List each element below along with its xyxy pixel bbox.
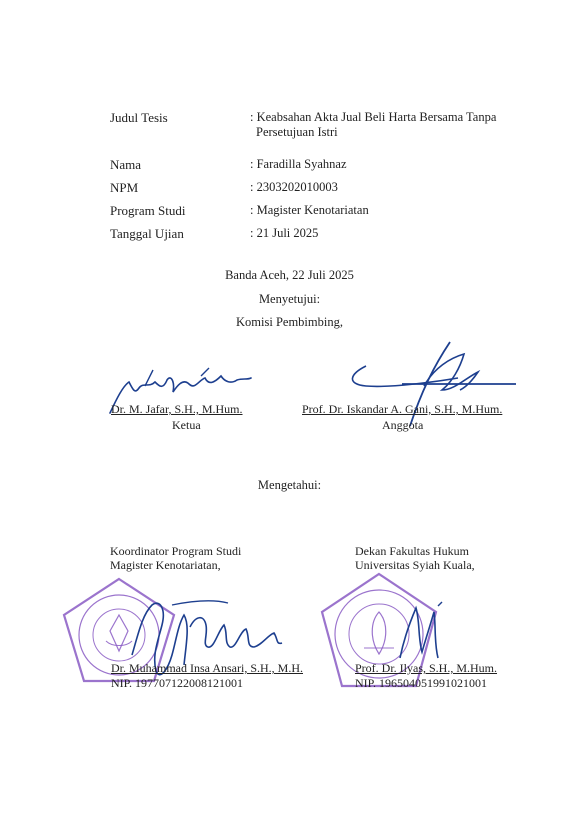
place-date: Banda Aceh, 22 Juli 2025 <box>225 268 354 282</box>
coordinator-title-line1: Koordinator Program Studi <box>110 544 242 558</box>
chair-role: Ketua <box>172 418 201 432</box>
name-label: Nama <box>110 157 142 172</box>
dean-name: Prof. Dr. Ilyas, S.H., M.Hum. <box>355 661 498 675</box>
program-value: : Magister Kenotariatan <box>250 203 369 217</box>
npm-value: : 2303202010003 <box>250 180 338 194</box>
exam-date-value: : 21 Juli 2025 <box>250 226 319 240</box>
committee-label: Komisi Pembimbing, <box>236 315 343 329</box>
thesis-title-value: : Keabsahan Akta Jual Beli Harta Bersama Tanpa <box>250 110 497 124</box>
coordinator-name: Dr. Muhammad Insa Ansari, S.H., M.H. <box>111 661 303 675</box>
thesis-title-value-cont: Persetujuan Istri <box>256 125 338 139</box>
dean-nip: NIP. 196504051991021001 <box>355 676 488 690</box>
program-label: Program Studi <box>110 203 186 218</box>
name-value: : Faradilla Syahnaz <box>250 157 347 171</box>
coordinator-nip: NIP. 197707122008121001 <box>111 676 244 690</box>
dean-title-line1: Dekan Fakultas Hukum <box>355 544 469 558</box>
coordinator-title-line2: Magister Kenotariatan, <box>110 558 221 572</box>
npm-label: NPM <box>110 180 139 195</box>
acknowledge-label: Mengetahui: <box>257 478 322 492</box>
dean-signature <box>390 598 450 668</box>
member-role: Anggota <box>382 418 424 432</box>
exam-date-label: Tanggal Ujian <box>110 226 184 241</box>
member-name: Prof. Dr. Iskandar A. Gani, S.H., M.Hum. <box>302 402 503 416</box>
approve-label: Menyetujui: <box>258 292 321 306</box>
dean-title-line2: Universitas Syiah Kuala, <box>355 558 475 572</box>
thesis-title-label: Judul Tesis <box>110 110 168 125</box>
chair-name: Dr. M. Jafar, S.H., M.Hum. <box>111 402 243 416</box>
